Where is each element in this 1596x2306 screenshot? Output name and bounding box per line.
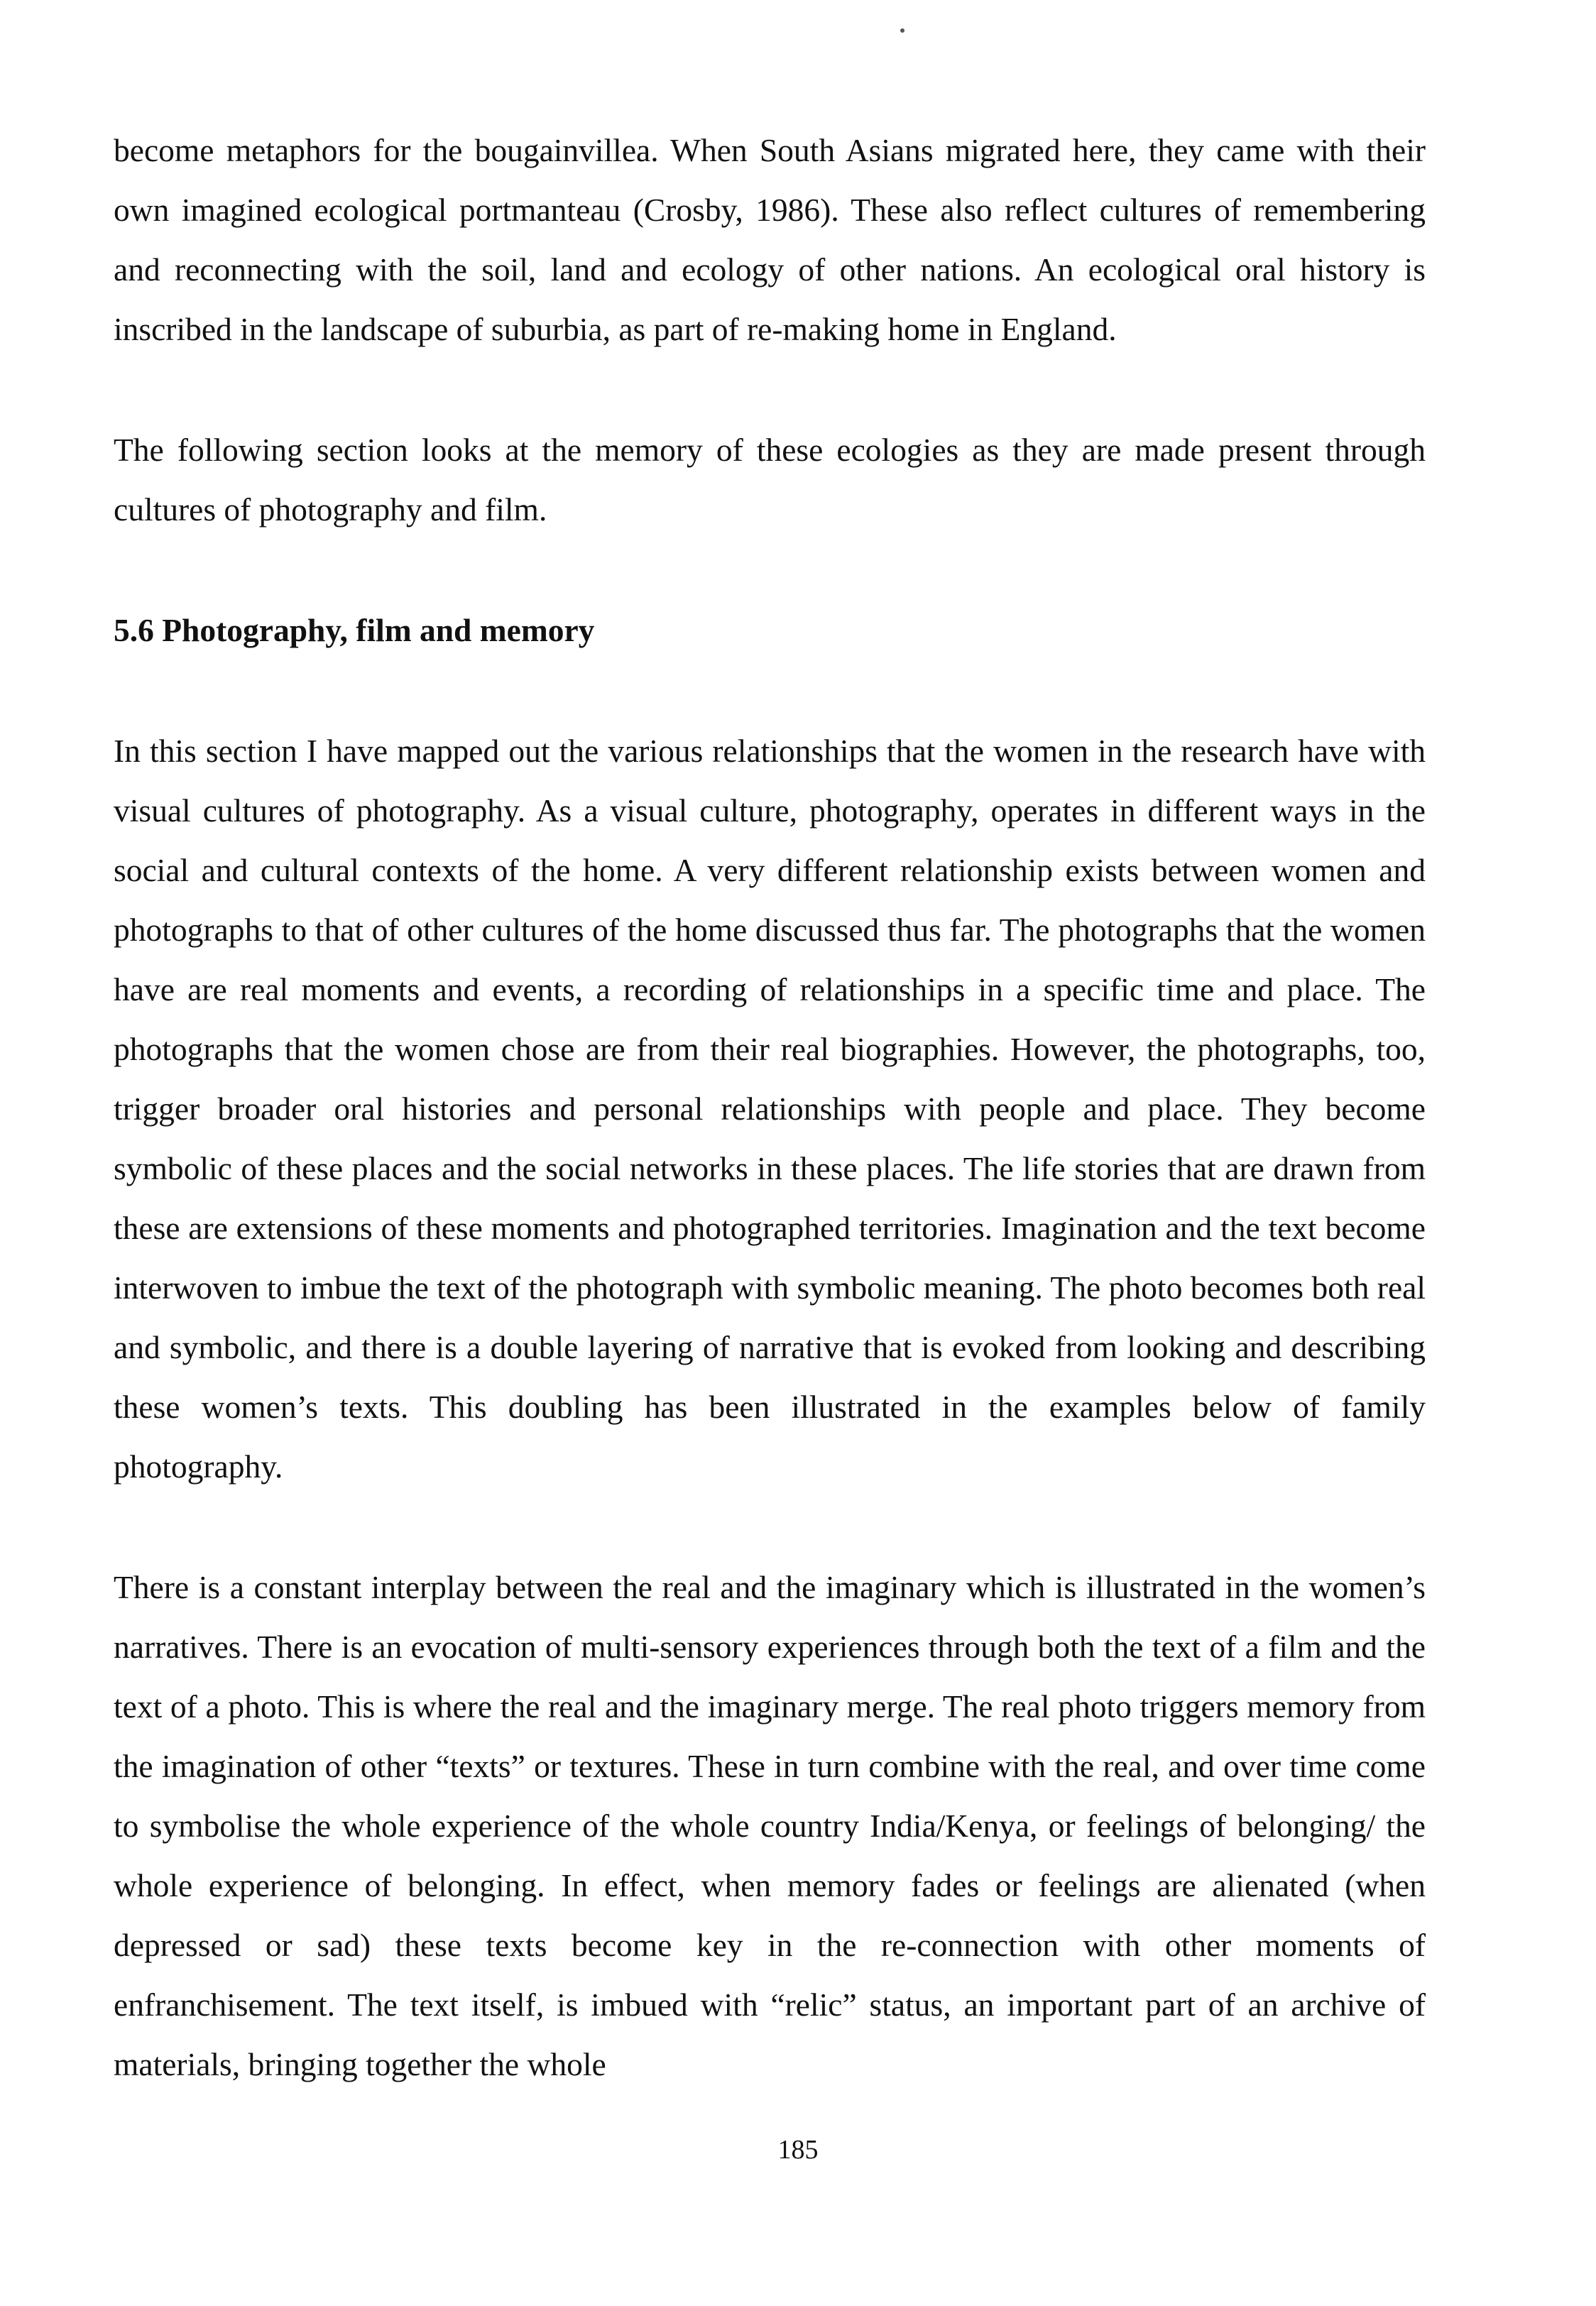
paragraph-real-and-imaginary: There is a constant interplay between the real and the imaginary which is illustrated in the women’s narratives. There is an evocation of multi-sensory experiences through both the text of a film and the text of a photo. This is where the real and the imaginary merge. The real photo triggers memory from the imagination of other “texts” or textures. These in turn combine with the real, and over time come to symbolise the whole experience of the whole country India/Kenya, or feelings of belonging/ the whole experience of belonging. In effect, when memory fades or feelings are alienated (when depressed or sad) these texts become key in the re-connection with other moments of enfranchisement. The text itself, is imbued with “relic” status, an important part of an archive of materials, bringing together the whole bbox=[114, 1569, 1426, 2082]
paragraph-ecology-continued: become metaphors for the bougainvillea. When South Asians migrated here, they came with their own imagined ecological portmanteau (Crosby, 1986). These also reflect cultures of remembering and reconnecting with the soil, land and ecology of other nations. An ecological oral history is inscribed in the landscape of suburbia, as part of re-making home in England. bbox=[114, 132, 1426, 347]
section-heading: 5.6 Photography, film and memory bbox=[114, 612, 595, 648]
body-text bbox=[114, 121, 1426, 2094]
paragraph-section-intro: The following section looks at the memory of these ecologies as they are made present through cultures of photography and film. bbox=[114, 432, 1426, 528]
page-number: 185 bbox=[777, 2135, 819, 2165]
scan-speck bbox=[900, 28, 904, 33]
paragraph-photography-relationships: In this section I have mapped out the various relationships that the women in the research have with visual cultures of photography. As a visual culture, photography, operates in different ways in the social and cultural contexts of the home. A very different relationship exists between women and photographs to that of other cultures of the home discussed thus far. The photographs that the women have are real moments and events, a recording of relationships in a specific time and place. The photographs that the women chose are from their real biographies. However, the photographs, too, trigger broader oral histories and personal relationships with people and place. They become symbolic of these places and the social networks in these places. The life stories that are drawn from these are extensions of these moments and photographed territories. Imagination and the text become interwoven to imbue the text of the photograph with symbolic meaning. The photo becomes both real and symbolic, and there is a double layering of narrative that is evoked from looking and describing these women’s texts. This doubling has been illustrated in the examples below of family photography. bbox=[114, 733, 1426, 1485]
